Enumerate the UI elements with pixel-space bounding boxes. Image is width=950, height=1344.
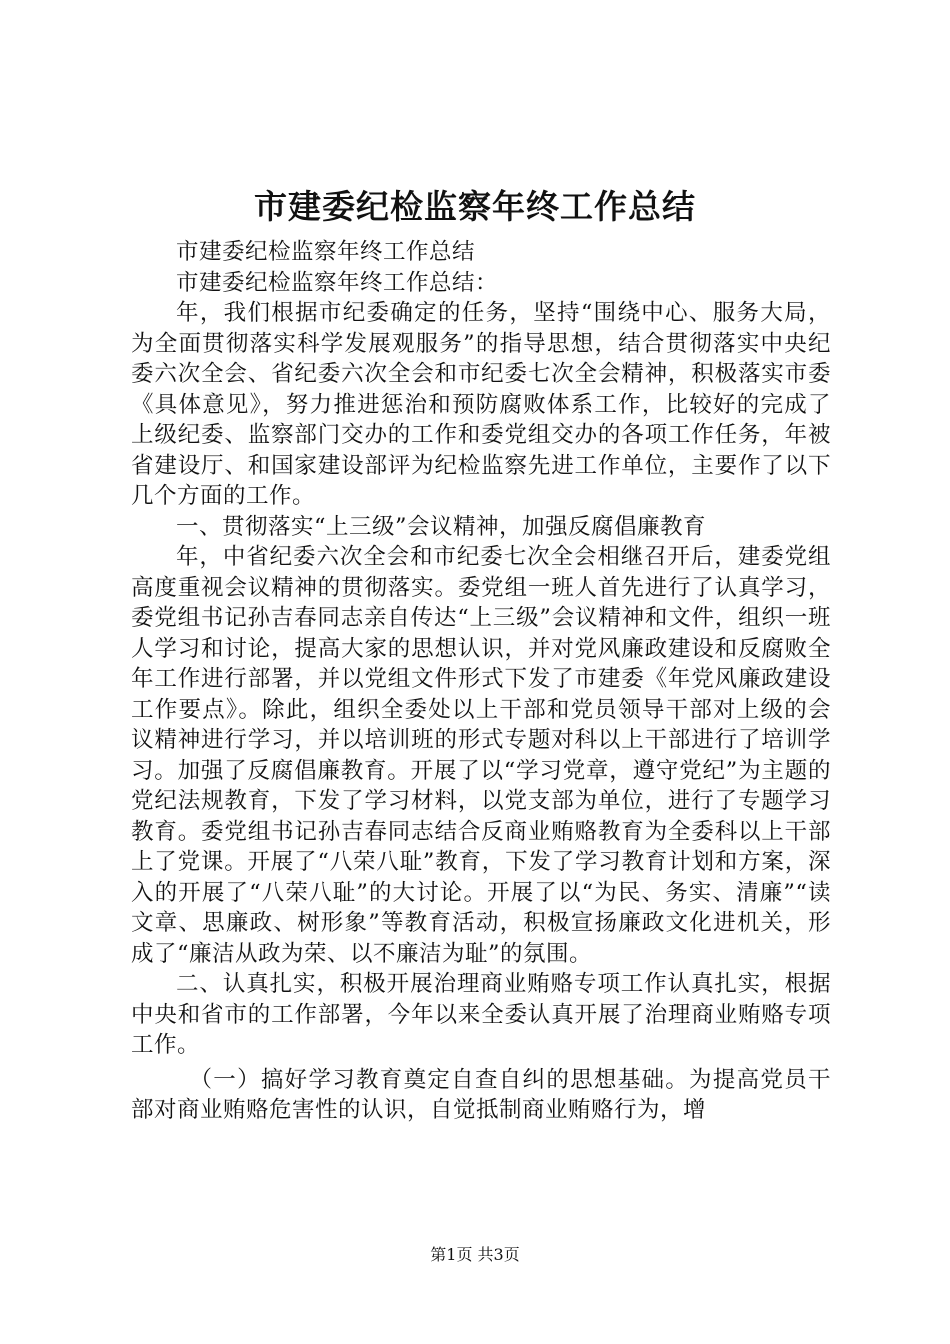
- section-heading-2: 二、认真扎实，积极开展治理商业贿赂专项工作认真扎实，根据中央和省市的工作部署，今年以来全委认真开展了治理商业贿赂专项工作。: [131, 971, 831, 1058]
- page-number-footer: 第1页 共3页: [430, 1245, 520, 1264]
- document-body: [131, 237, 831, 1126]
- paragraph-section-1: 年，中省纪委六次全会和市纪委七次全会相继召开后，建委党组高度重视会议精神的贯彻落实。委党组一班人首先进行了认真学习，委党组书记孙吉春同志亲自传达“上三级”会议精神和文件，组织一班人学习和讨论，提高大家的思想认识，并对党风廉政建设和反腐败全年工作进行部署，并以党组文件形式下发了市建委《年党风廉政建设工作要点》。除此，组织全委处以上干部和党员领导干部对上级的会议精神进行学习，并以培训班的形式专题对科以上干部进行了培训学习。加强了反腐倡廉教育。开展了以“学习党章，遵守党纪”为主题的党纪法规教育，下发了学习材料，以党支部为单位，进行了专题学习教育。委党组书记孙吉春同志结合反商业贿赂教育为全委科以上干部上了党课。开展了“八荣八耻”教育，下发了学习教育计划和方案，深入的开展了“八荣八耻”的大讨论。开展了以“为民、务实、清廉”“读文章、思廉政、树形象”等教育活动，积极宣扬廉政文化进机关，形成了“廉洁从政为荣、以不廉洁为耻”的氛围。: [131, 544, 831, 967]
- document-title: 市建委纪检监察年终工作总结: [254, 187, 696, 226]
- paragraph-heading-colon: 市建委纪检监察年终工作总结：: [176, 269, 499, 296]
- paragraph-intro: 年，我们根据市纪委确定的任务，坚持“围绕中心、服务大局，为全面贯彻落实科学发展观服务”的指导思想，结合贯彻落实中央纪委六次全会、省纪委六次全会和市纪委七次全会精神，积极落实市委《具体意见》，努力推进惩治和预防腐败体系工作，比较好的完成了上级纪委、监察部门交办的工作和委党组交办的各项工作任务，年被省建设厅、和国家建设部评为纪检监察先进工作单位，主要作了以下几个方面的工作。: [131, 300, 831, 509]
- paragraph-subsection-1: （一）搞好学习教育奠定自查自纠的思想基础。为提高党员干部对商业贿赂危害性的认识，自觉抵制商业贿赂行为，增: [131, 1066, 831, 1123]
- paragraph-heading-repeat: 市建委纪检监察年终工作总结: [176, 239, 476, 265]
- section-heading-1: 一、贯彻落实“上三级”会议精神，加强反腐倡廉教育: [176, 513, 707, 540]
